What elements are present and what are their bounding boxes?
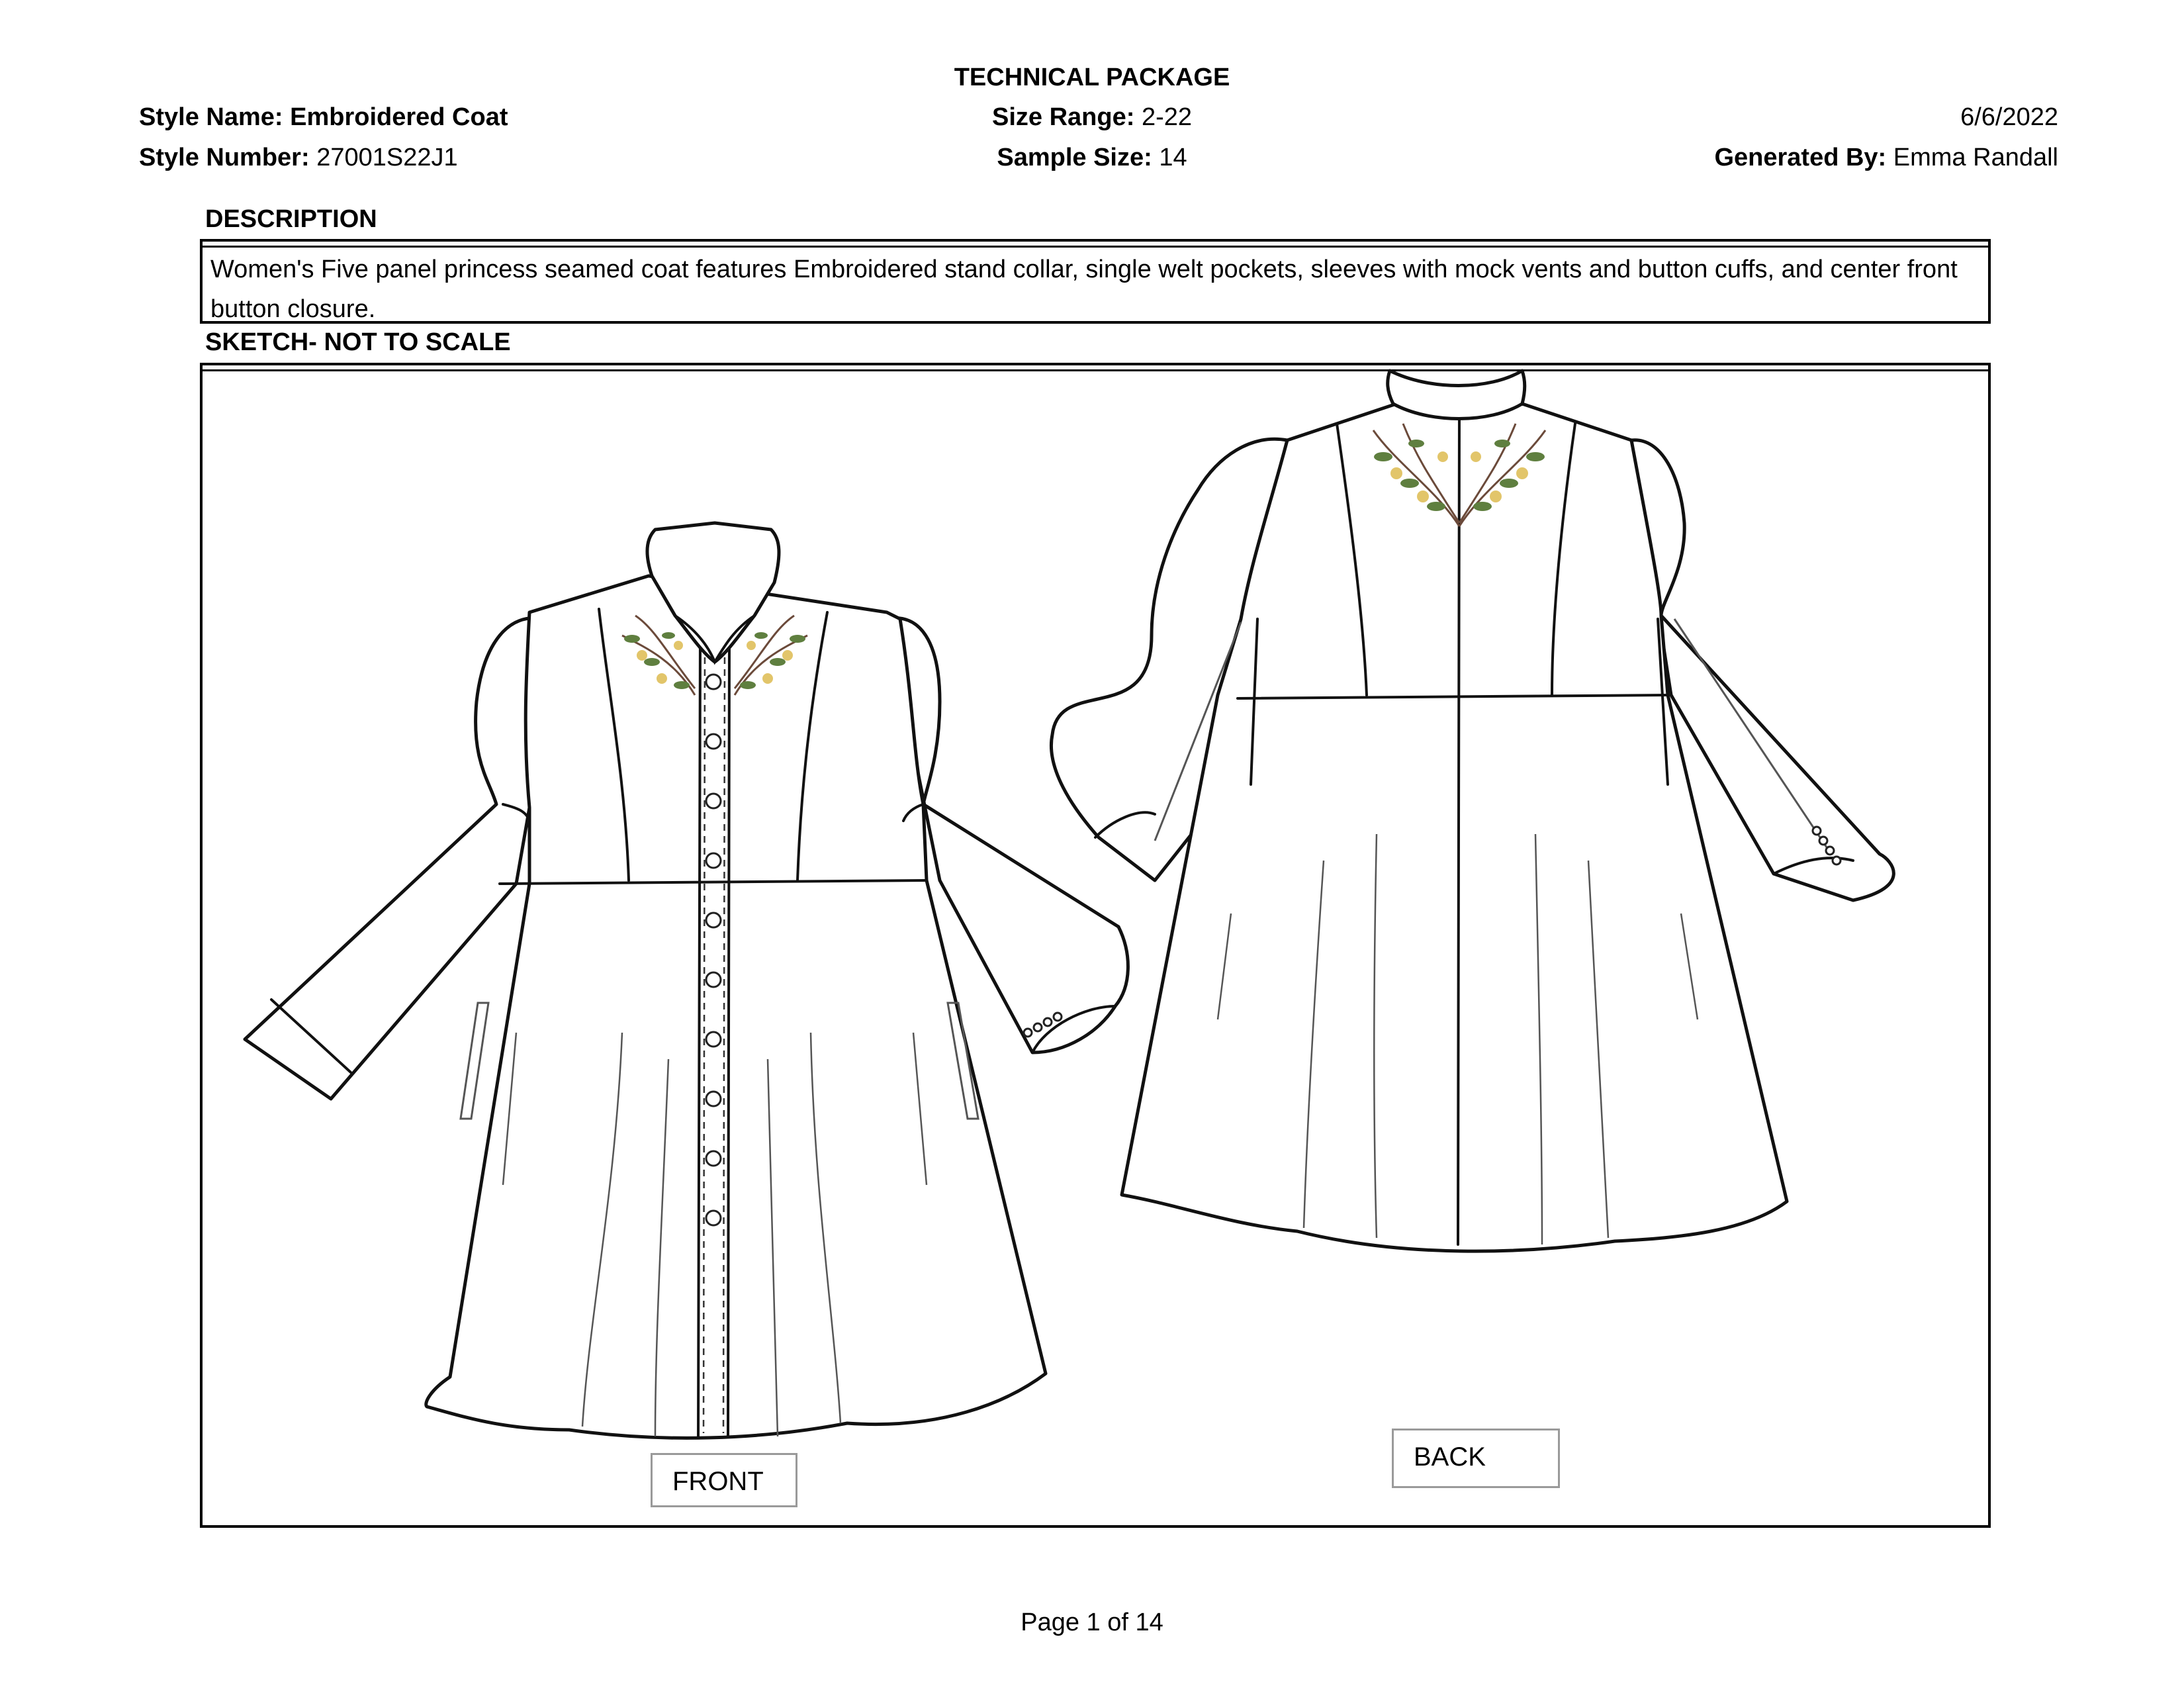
page-number: Page 1 of 14 [1021,1609,1163,1636]
front-left-sleeve [245,618,543,1099]
back-view-label: BACK [1392,1429,1560,1488]
sample-size-label: Sample Size: [997,144,1152,171]
style-name-label: Style Name: [139,103,283,131]
description-text: Women's Five panel princess seamed coat features Embroidered stand collar, single welt pockets, sleeves with mock vents and button cuffs, and center front button closure. [210,256,1958,323]
size-range-label: Size Range: [991,103,1135,131]
generated-by-value: Emma Randall [1893,144,2058,171]
back-coat-drawing [1051,371,1893,1251]
front-left-welt-pocket [461,1003,488,1119]
page-title: TECHNICAL PACKAGE [954,64,1230,91]
size-range-value: 2-22 [1141,103,1192,131]
front-view-label: FRONT [651,1453,797,1507]
document-date: 6/6/2022 [1960,103,2058,131]
style-number-label: Style Number: [139,144,310,171]
style-number-value: 27001S22J1 [316,144,458,171]
sample-size-value: 14 [1159,144,1187,171]
back-collar [1388,371,1525,419]
front-coat-drawing [245,523,1128,1438]
sketch-heading: SKETCH- NOT TO SCALE [205,328,511,356]
style-name-value: Embroidered Coat [290,103,508,131]
generated-by-label: Generated By: [1714,144,1887,171]
back-center-seam [1458,410,1459,1244]
description-heading: DESCRIPTION [205,205,377,233]
